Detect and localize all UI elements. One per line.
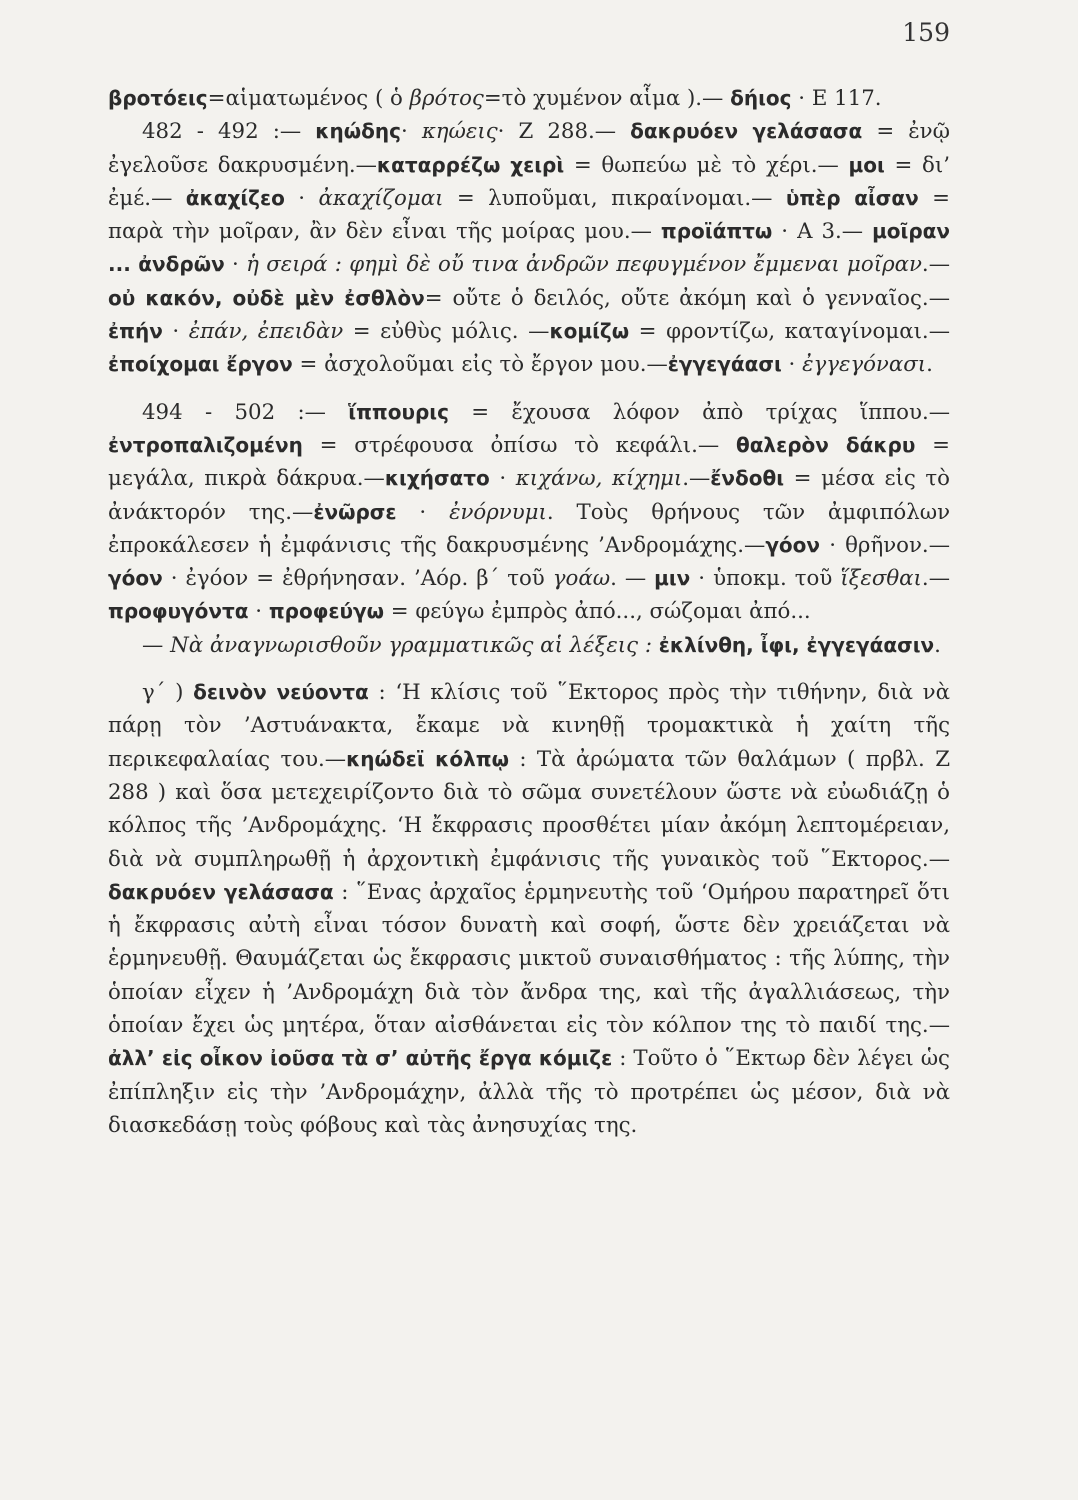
text-run: : ‘Η κλίσις τοῦ ῞Εκτορος πρὸς τὴν τιθήνην, διὰ νὰ πάρῃ τὸν ’Αστυάνακτα, ἔκαμε νὰ κινηθῇ τρομακτικὰ ἡ χαίτη τῆς περικεφαλαίας του.— [108,680,950,772]
text-run: — [142,632,171,658]
text-run: : Τὰ ἀρώματα τῶν θαλάμων ( πρβλ. Ζ 288 ) καὶ ὅσα μετεχειρίζοντο διὰ τὸ σῶμα συνετέλουν ὥστε νὰ εὐωδιάζῃ ὁ κόλπος τῆς ’Ανδρομάχης. ‘Η ἔκφρασις προσθέτει μίαν ἀκόμη λεπτομέρειαν, διὰ νὰ συμπληρωθῇ ἡ ἀρχοντικὴ ἐμφάνισις τῆς γυναικὸς τοῦ ῞Εκτορος.— [108,746,950,872]
italic-text: ἵξεσθαι [840,566,922,592]
bold-term: ἐνῶρσε [313,499,397,524]
text-run: = στρέφουσα ὀπίσω τὸ κεφάλι.— [302,432,736,458]
page-number: 159 [902,18,950,47]
italic-text: βρότος [409,86,484,111]
italic-text: κηώεις [421,119,498,145]
bold-term: βροτόεις [108,86,208,110]
text-run: = εὐθὺς μόλις. — [343,319,550,345]
bold-term: προφεύγω [268,599,385,624]
bold-term: κηώδης [315,119,401,144]
bold-term: κομίζω [549,319,630,344]
text-run: · Α 3.— [772,219,873,245]
bold-term: κηώδεϊ κόλπῳ [346,746,509,771]
italic-text: κιχάνω, κίχημι [515,466,683,492]
text-run: = παρὰ τὴν μοῖραν, ἂν δὲν εἶναι τῆς μοίρας μου.— [108,185,950,245]
text-run: · θρῆνον.— [820,532,950,558]
italic-text: γοάω [552,566,611,592]
paragraph [108,115,950,381]
text-run: = δι’ ἐμέ.— [108,152,950,211]
text-run: = οὔτε ὁ δειλός, οὔτε ἀκόμη καὶ ὁ γενναῖος.— [424,285,950,311]
bold-term: ὑπὲρ αἶσαν [785,185,919,210]
text-run: = μέσα εἰς τὸ ἀνάκτορόν της.— [108,466,950,525]
text-run: =αἱματωμένος ( ὁ [207,86,410,111]
text-run: 482 - 492 :— [142,119,316,145]
text-run: . [926,352,933,378]
bold-term: μοῖραν ... ἀνδρῶν [108,219,950,277]
bold-term: κιχήσατο [384,466,490,491]
bold-term: ἐκλίνθη, ἶφι, ἐγγεγάασιν [658,632,935,657]
bold-term: ἐποίχομαι ἔργον [108,352,293,377]
text-run: · ἐγόον = ἐθρήνησαν. ’Αόρ. β΄ τοῦ [162,566,553,592]
text-run: · [162,319,189,345]
bold-term: μιν [654,566,691,591]
text-run: γ΄ ) [142,680,194,706]
bold-term: γόον [765,532,821,557]
bold-term: καταρρέζω χειρὶ [376,152,565,177]
bold-term: ἐντροπαλιζομένη [108,432,303,457]
text-run: = φροντίζω, καταγίνομαι.— [629,319,950,345]
text-run: · Ε 117. [791,86,882,111]
text-run: = ἐνῷ ἐγελοῦσε δακρυσμένη.— [108,119,950,178]
page-body-text [108,82,950,1142]
text-run: = ἔχουσα λόφον ἀπὸ τρίχας ἵππου.— [448,399,951,425]
text-run: . Τοὺς θρήνους τῶν ἀμφιπόλων ἐπροκάλεσεν ἡ ἐμφάνισις τῆς δακρυσμένης ’Ανδρομάχης.— [108,499,951,558]
text-run: 494 - 502 :— [142,399,349,425]
bold-term: προφυγόντα [108,599,249,624]
bold-term: δακρυόεν γελάσασα [108,879,334,904]
bold-term: δήιος [730,86,792,110]
italic-text: ἐγγεγόνασι [802,352,927,378]
bold-term: προϊάπτω [660,219,773,244]
text-run: .— [682,466,711,492]
text-run: · [489,466,516,492]
text-run: .— [921,252,950,278]
bold-term: οὐ κακόν, οὐδὲ μὲν ἐσθλὸν [108,285,425,310]
bold-term: θαλερὸν δάκρυ [735,432,916,457]
bold-term: ἵππουρις [348,399,449,424]
text-run: = λυποῦμαι, πικραίνομαι.— [443,185,786,211]
bold-term: μοι [848,152,885,177]
bold-term: δακρυόεν γελάσασα [630,119,863,144]
text-run: · Ζ 288.— [497,119,631,145]
paragraph [108,629,950,662]
text-run: = ἀσχολοῦμαι εἰς τὸ ἔργον μου.— [292,352,668,378]
text-run: =τὸ χυμένον αἷμα ).— [483,86,731,111]
italic-text: ἐπάν, ἐπειδὰν [188,319,344,345]
italic-text: ἀκαχίζομαι [318,185,444,211]
text-run: : Τοῦτο ὁ ῞Εκτωρ δὲν λέγει ὡς ἐπίπληξιν εἰς τὴν ’Ανδρομάχην, ἀλλὰ τῆς τὸ προτρέπει ὡς μέσον, διὰ νὰ διασκεδάσῃ τοὺς φόβους καὶ τὰς ἀνησυχίας της. [108,1046,950,1138]
text-run: . — [610,566,655,592]
italic-text: ἡ σειρά : φημὶ δὲ οὔ τινα ἀνδρῶν πεφυγμένον ἔμμεναι μοῖραν [246,252,922,278]
text-run: : ῞Ενας ἀρχαῖος ἑρμηνευτὴς τοῦ ‘Ομήρου παρατηρεῖ ὅτι ἡ ἔκφρασις αὐτὴ εἶναι τόσον δυνατὴ καὶ σοφή, ὥστε δὲν χρειάζεται νὰ ἑρμηνευθῇ. Θαυμάζεται ὡς ἔκφρασις μικτοῦ συναισθήματος : τῆς λύπης, τὴν ὁποίαν εἶχεν ἡ ’Ανδρομάχη διὰ τὸν ἄνδρα της, καὶ τῆς ἀγαλλιάσεως, τὴν ὁποίαν ἔχει ὡς μητέρα, ὅταν αἰσθάνεται εἰς τὸν κόλπον της τὸ παιδί της.— [108,879,950,1039]
text-run: · [396,499,450,525]
text-run: · [248,599,269,625]
bold-term: ἐπήν [108,319,163,344]
italic-text: ἐνόρνυμι [449,499,547,525]
text-run: · [400,119,422,145]
text-run [652,633,659,658]
bold-term: ἐγγεγάασι [667,352,782,377]
text-run: · [284,185,319,211]
paragraph [108,82,950,115]
text-run: · [781,352,803,378]
text-run: · ὑποκμ. τοῦ [690,566,841,592]
text-run: · [224,252,247,278]
bold-term: γόον [108,566,163,591]
paragraph [108,676,950,1142]
bold-term: ἀλλ’ εἰς οἶκον ἰοῦσα τὰ σ’ αὐτῆς ἔργα κόμιζε [108,1046,613,1071]
text-run: . [934,632,941,658]
text-run: = θωπεύω μὲ τὸ χέρι.— [564,152,849,178]
text-run: = φεύγω ἐμπρὸς ἀπό..., σώζομαι ἀπό... [384,599,811,625]
bold-term: δεινὸν νεύοντα [193,680,369,705]
text-run: = μεγάλα, πικρὰ δάκρυα.— [108,432,950,492]
italic-text: Νὰ ἀναγνωρισθοῦν γραμματικῶς αἱ λέξεις : [170,632,652,658]
paragraph [108,396,950,629]
bold-term: ἔνδοθι [710,466,785,491]
text-run: .— [921,566,950,592]
bold-term: ἀκαχίζεο [185,185,285,210]
